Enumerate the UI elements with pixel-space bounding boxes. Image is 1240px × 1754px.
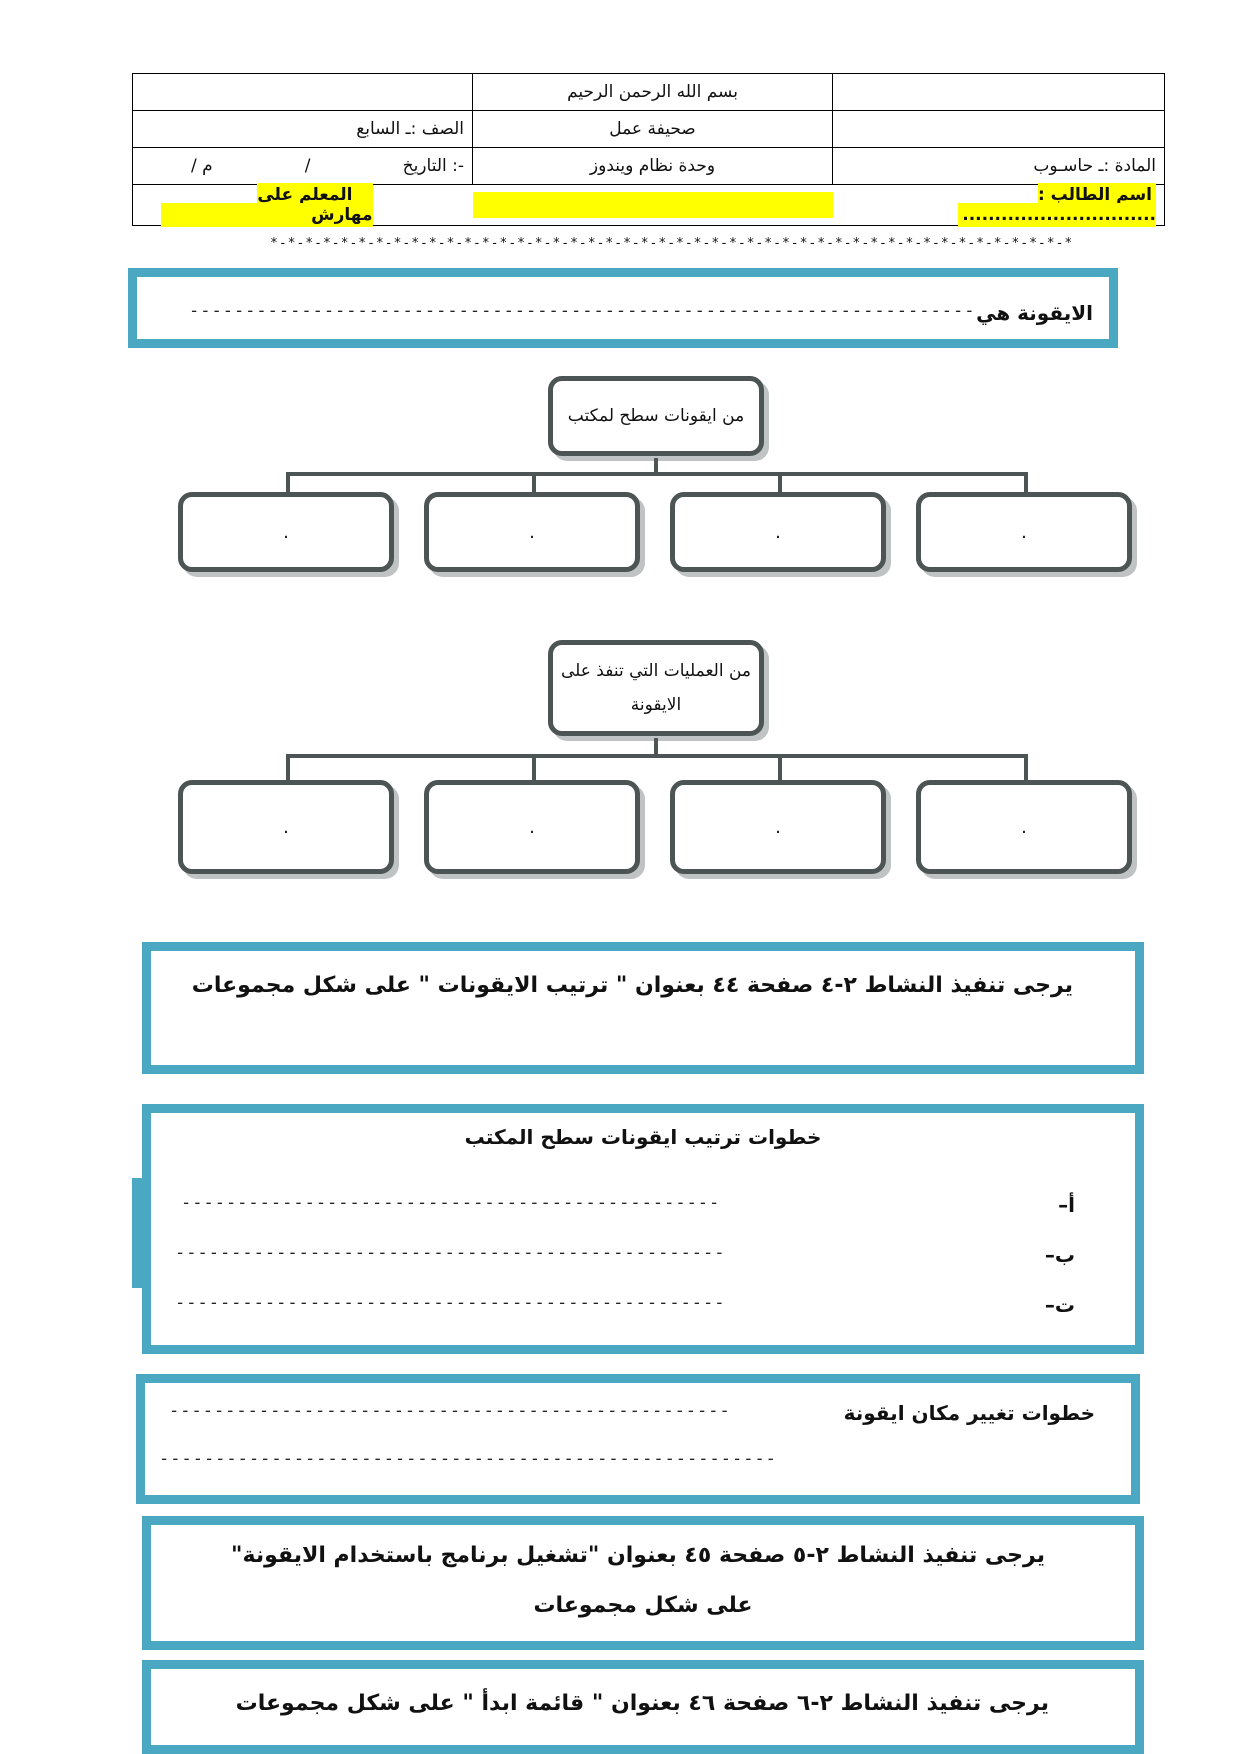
student-name-cell (833, 185, 1165, 226)
activity2-box (142, 1516, 1144, 1650)
unit-title: وحدة نظام ويندوز (473, 148, 833, 185)
student-name-field: اسم الطالب : .............................. (958, 183, 1156, 227)
date-sep-2: / م (191, 156, 213, 176)
step-a-line[interactable]: ------------------------------------------------ (181, 1193, 721, 1213)
diagram2-child-2[interactable]: . (424, 780, 640, 874)
step-c-line[interactable]: ------------------------------------------------- (175, 1293, 726, 1313)
diagram1-child-4[interactable]: . (916, 492, 1132, 572)
diagram2-child-1[interactable]: . (178, 780, 394, 874)
activity2-line-2: على شكل مجموعات (533, 1593, 753, 1618)
activity2-line-1: يرجى تنفيذ النشاط ٢-٥ صفحة ٤٥ بعنوان "تشغيل برنامج باستخدام الايقونة" (231, 1543, 1045, 1568)
activity3-box (142, 1660, 1144, 1754)
diagram2-child-4[interactable]: . (916, 780, 1132, 874)
step-b-label: ب– (1044, 1243, 1075, 1267)
subject-field: المادة :ـ حاسـوب (833, 148, 1165, 185)
definition-box (128, 268, 1118, 348)
diagram1-child-2[interactable]: . (424, 492, 640, 572)
grade-field: الصف :ـ السابع (133, 111, 473, 148)
activity3-text: يرجى تنفيذ النشاط ٢-٦ صفحة ٤٦ بعنوان " قائمة ابدأ " على شكل مجموعات (235, 1691, 1049, 1716)
diagram1-child-3[interactable]: . (670, 492, 886, 572)
move-steps-line-2[interactable]: ------------------------------------------------------- (159, 1449, 777, 1469)
sheet-title: صحيفة عمل (473, 111, 833, 148)
header-empty-right (833, 74, 1165, 111)
basmala: بسم الله الرحمن الرحيم (473, 74, 833, 111)
diagram1-root-label: من ايقونات سطح لمكتب (567, 406, 745, 426)
diagram1-bar (286, 472, 1028, 476)
step-a-label: أ– (1058, 1193, 1075, 1217)
activity1-box (142, 942, 1144, 1074)
definition-answer-line[interactable]: ---------------------------------------------------------------------- (189, 301, 976, 321)
header-empty-right-2 (833, 111, 1165, 148)
diagram1-root (548, 376, 764, 456)
date-label: التاريخ :- (402, 156, 464, 176)
step-c-label: ت– (1044, 1293, 1075, 1317)
header-table (132, 73, 1165, 226)
diagram2-child-3[interactable]: . (670, 780, 886, 874)
arrange-steps-box (142, 1104, 1144, 1354)
teacher-cell (133, 185, 473, 226)
diagram1-child-1[interactable]: . (178, 492, 394, 572)
arrange-steps-title: خطوات ترتيب ايقونات سطح المكتب (464, 1125, 822, 1149)
diagram2-root-label: من العمليات التي تنفذ على الايقونة (560, 661, 752, 715)
separator-line: *-*-*-*-*-*-*-*-*-*-*-*-*-*-*-*-*-*-*-*-*-*-*-*-*-*-*-*-*-*-*-*-*-*-*-*-*-*-*-*-*-*-*-*-*-* (270, 236, 1074, 251)
teacher-name: المعلم علي مهارش (161, 183, 372, 227)
date-sep-1: / (304, 156, 311, 176)
header-empty-left (133, 74, 473, 111)
header-yellow-middle (473, 185, 833, 226)
date-field (133, 148, 473, 185)
diagram2-bar (286, 754, 1028, 758)
move-steps-line-1[interactable]: -------------------------------------------------- (169, 1401, 731, 1421)
move-steps-title: خطوات تغيير مكان ايقونة (843, 1401, 1095, 1425)
activity1-text: يرجى تنفيذ النشاط ٢-٤ صفحة ٤٤ بعنوان " ترتيب الايقونات " على شكل مجموعات (191, 973, 1073, 998)
step-b-line[interactable]: ------------------------------------------------- (175, 1243, 726, 1263)
definition-label: الايقونة هي (976, 301, 1093, 325)
move-steps-box (136, 1374, 1140, 1504)
diagram2-root (548, 640, 764, 736)
